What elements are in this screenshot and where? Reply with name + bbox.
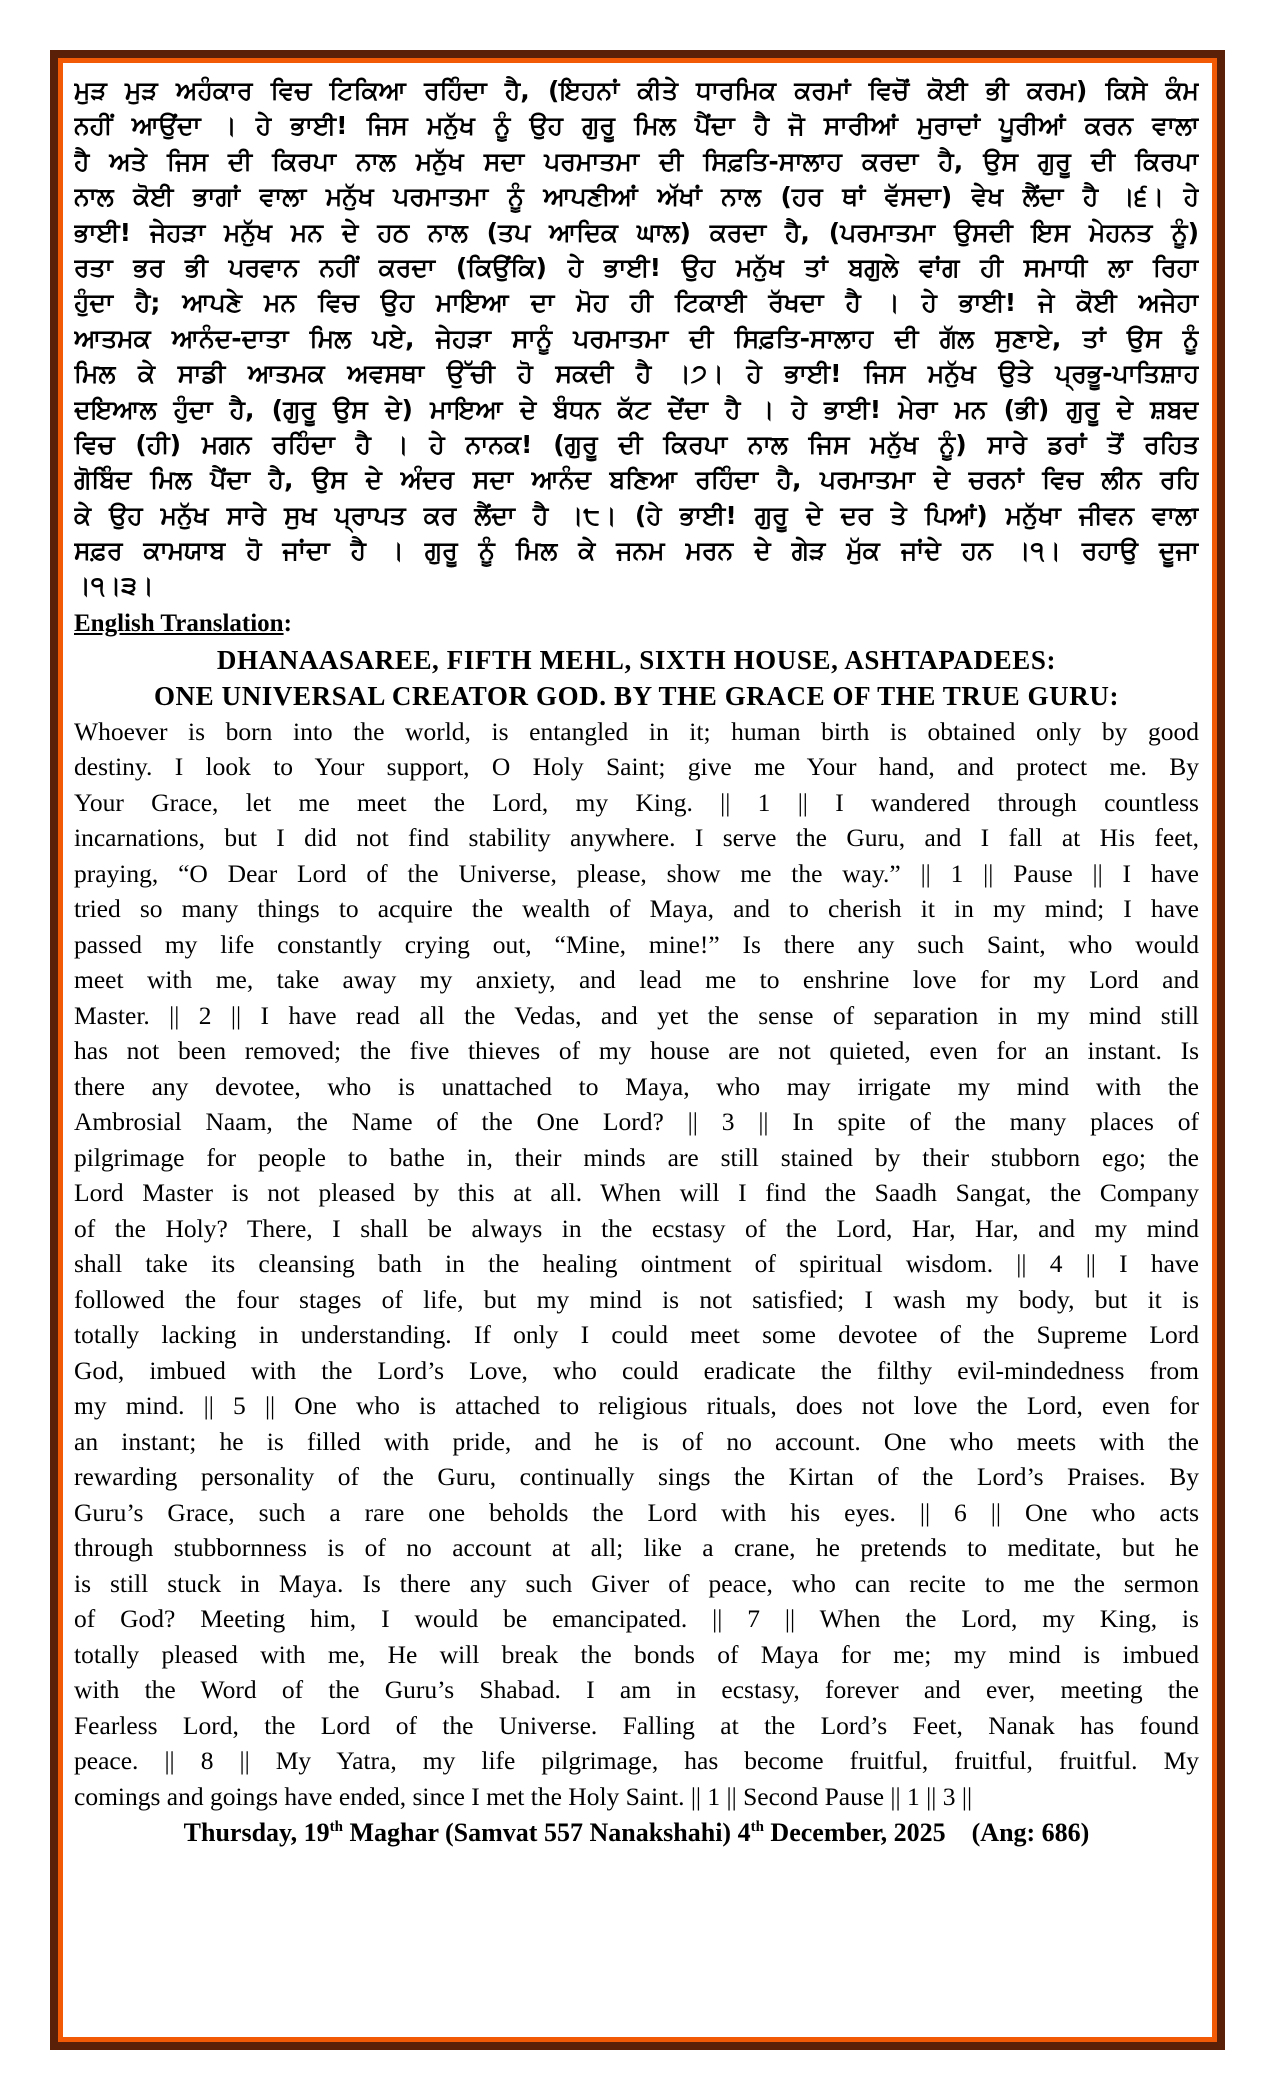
english-line: totally pleased with me, He will break the bonds of Maya for me; my mind is imbued: [74, 1639, 1199, 1669]
english-line: Your Grace, let me meet the Lord, my King. || 1 || I wandered through countless: [74, 787, 1199, 817]
footer-gregorian-date-ang: December, 2025 (Ang: 686): [763, 1818, 1090, 1848]
page-border-inner: [58, 58, 1217, 2042]
english-line: is still stuck in Maya. Is there any such Giver of peace, who can recite to me the sermon: [74, 1568, 1199, 1598]
english-line: has not been removed; the five thieves of my house are not quieted, even for an instant. Is: [74, 1036, 1199, 1066]
shabad-heading-raag: DHANAASAREE, FIFTH MEHL, SIXTH HOUSE, ASHTAPADEES:: [216, 644, 1057, 675]
footer-date-ordinal: th: [750, 1819, 764, 1836]
punjabi-line: ਦਇਆਲ ਹੁੰਦਾ ਹੈ, (ਗੁਰੂ ਉਸ ਦੇ) ਮਾਇਆ ਦੇ ਬੰਧਨ ਕੱਟ ਦੇਂਦਾ ਹੈ । ਹੇ ਭਾਈ! ਮੇਰਾ ਮਨ (ਭੀ) ਗੁਰੂ ਦੇ ਸ਼ਬਦ: [74, 394, 1199, 424]
footer-nanakshahi-date: Maghar (Samvat 557 Nanakshahi) 4: [342, 1818, 751, 1848]
english-line: incarnations, but I did not find stability anywhere. I serve the Guru, and I fall at His feet,: [74, 823, 1199, 853]
punjabi-line: ਨਾਲ ਕੋਈ ਭਾਗਾਂ ਵਾਲਾ ਮਨੁੱਖ ਪਰਮਾਤਮਾ ਨੂੰ ਆਪਣੀਆਂ ਅੱਖਾਂ ਨਾਲ (ਹਰ ਥਾਂ ਵੱਸਦਾ) ਵੇਖ ਲੈਂਦਾ ਹੈ ।੬। ਹੇ: [74, 182, 1199, 212]
page-border-outer: [50, 50, 1225, 2050]
punjabi-line: ਭਾਈ! ਜੇਹੜਾ ਮਨੁੱਖ ਮਨ ਦੇ ਹਠ ਨਾਲ (ਤਪ ਆਦਿਕ ਘਾਲ) ਕਰਦਾ ਹੈ, (ਪਰਮਾਤਮਾ ਉਸਦੀ ਇਸ ਮੇਹਨਤ ਨੂੰ): [74, 217, 1199, 247]
english-line: peace. || 8 || My Yatra, my life pilgrimage, has become fruitful, fruitful, fruitful. My: [74, 1746, 1199, 1776]
punjabi-line: ਗੋਬਿੰਦ ਮਿਲ ਪੈਂਦਾ ਹੈ, ਉਸ ਦੇ ਅੰਦਰ ਸਦਾ ਆਨੰਦ ਬਣਿਆ ਰਹਿੰਦਾ ਹੈ, ਪਰਮਾਤਮਾ ਦੇ ਚਰਨਾਂ ਵਿਚ ਲੀਨ ਰਹਿ: [74, 465, 1199, 495]
english-line: with the Word of the Guru’s Shabad. I am in ecstasy, forever and ever, meeting the: [74, 1675, 1199, 1705]
document-page: [63, 63, 1212, 2037]
punjabi-commentary: [74, 73, 1199, 604]
punjabi-line: ਨਹੀਂ ਆਉਂਦਾ । ਹੇ ਭਾਈ! ਜਿਸ ਮਨੁੱਖ ਨੂੰ ਉਹ ਗੁਰੂ ਮਿਲ ਪੈਂਦਾ ਹੈ ਜੋ ਸਾਰੀਆਂ ਮੁਰਾਦਾਂ ਪੂਰੀਆਂ ਕਰਨ ਵਾਲਾ: [74, 111, 1199, 141]
english-translation-label: [74, 606, 1199, 642]
punjabi-line: ਹੈ ਅਤੇ ਜਿਸ ਦੀ ਕਿਰਪਾ ਨਾਲ ਮਨੁੱਖ ਸਦਾ ਪਰਮਾਤਮਾ ਦੀ ਸਿਫ਼ਤਿ-ਸਾਲਾਹ ਕਰਦਾ ਹੈ, ਉਸ ਗੁਰੂ ਦੀ ਕਿਰਪਾ: [74, 146, 1199, 176]
punjabi-line: ਰਤਾ ਭਰ ਭੀ ਪਰਵਾਨ ਨਹੀਂ ਕਰਦਾ (ਕਿਉਂਕਿ) ਹੇ ਭਾਈ! ਉਹ ਮਨੁੱਖ ਤਾਂ ਬਗੁਲੇ ਵਾਂਗ ਹੀ ਸਮਾਧੀ ਲਾ ਰਿਹਾ: [74, 252, 1199, 282]
english-line: my mind. || 5 || One who is attached to religious rituals, does not love the Lord, even for: [74, 1391, 1199, 1421]
english-line: tried so many things to acquire the wealth of Maya, and to cherish it in my mind; I have: [74, 894, 1199, 924]
english-line: of God? Meeting him, I would be emancipated. || 7 || When the Lord, my King, is: [74, 1604, 1199, 1634]
english-line: Lord Master is not pleased by this at all. When will I find the Saadh Sangat, the Company: [74, 1178, 1199, 1208]
english-line: followed the four stages of life, but my mind is not satisfied; I wash my body, but it is: [74, 1284, 1199, 1314]
english-line: through stubbornness is of no account at all; like a crane, he pretends to meditate, but he: [74, 1533, 1199, 1563]
punjabi-line: ਹੁੰਦਾ ਹੈ; ਆਪਣੇ ਮਨ ਵਿਚ ਉਹ ਮਾਇਆ ਦਾ ਮੋਹ ਹੀ ਟਿਕਾਈ ਰੱਖਦਾ ਹੈ । ਹੇ ਭਾਈ! ਜੇ ਕੋਈ ਅਜੇਹਾ: [74, 288, 1199, 318]
english-line: God, imbued with the Lord’s Love, who could eradicate the filthy evil-mindedness from: [74, 1355, 1199, 1385]
english-line: passed my life constantly crying out, “Mine, mine!” Is there any such Saint, who would: [74, 929, 1199, 959]
footer-weekday-day: Thursday, 19: [183, 1818, 330, 1848]
punjabi-line: ਮੁੜ ਮੁੜ ਅਹੰਕਾਰ ਵਿਚ ਟਿਕਿਆ ਰਹਿੰਦਾ ਹੈ, (ਇਹਨਾਂ ਕੀਤੇ ਧਾਰਮਿਕ ਕਰਮਾਂ ਵਿਚੋਂ ਕੋਈ ਭੀ ਕਰਮ) ਕਿਸੇ ਕੰਮ: [74, 76, 1199, 105]
english-line: Ambrosial Naam, the Name of the One Lord? || 3 || In spite of the many places of: [74, 1107, 1199, 1137]
english-line: rewarding personality of the Guru, continually sings the Kirtan of the Lord’s Praises. By: [74, 1462, 1199, 1492]
english-line: Master. || 2 || I have read all the Vedas, and yet the sense of separation in my mind still: [74, 1000, 1199, 1030]
english-line: there any devotee, who is unattached to Maya, who may irrigate my mind with the: [74, 1071, 1199, 1101]
english-translation-body: [74, 714, 1199, 1815]
label-colon: :: [283, 609, 292, 637]
english-line: Fearless Lord, the Lord of the Universe. Falling at the Lord’s Feet, Nanak has found: [74, 1710, 1199, 1740]
english-line: shall take its cleansing bath in the healing ointment of spiritual wisdom. || 4 || I have: [74, 1249, 1199, 1279]
punjabi-line: ਆਤਮਕ ਆਨੰਦ-ਦਾਤਾ ਮਿਲ ਪਏ, ਜੇਹੜਾ ਸਾਨੂੰ ਪਰਮਾਤਮਾ ਦੀ ਸਿਫ਼ਤਿ-ਸਾਲਾਹ ਦੀ ਗੱਲ ਸੁਣਾਏ, ਤਾਂ ਉਸ ਨੂੰ: [74, 323, 1199, 353]
punjabi-line: ।੧।੩।: [74, 571, 154, 601]
punjabi-line: ਮਿਲ ਕੇ ਸਾਡੀ ਆਤਮਕ ਅਵਸਥਾ ਉੱਚੀ ਹੋ ਸਕਦੀ ਹੈ ।੭। ਹੇ ਭਾਈ! ਜਿਸ ਮਨੁੱਖ ਉਤੇ ਪ੍ਰਭੂ-ਪਾਤਿਸ਼ਾਹ: [74, 359, 1199, 389]
english-line: an instant; he is filled with pride, and he is of no account. One who meets with the: [74, 1426, 1199, 1456]
english-line: comings and goings have ended, since I met the Holy Saint. || 1 || Second Pause || 1 || 3 ||: [74, 1781, 973, 1811]
document-content: [74, 73, 1199, 1852]
shabad-heading-mool-mantar: ONE UNIVERSAL CREATOR GOD. BY THE GRACE OF THE TRUE GURU:: [153, 680, 1120, 711]
english-line: of the Holy? There, I shall be always in the ecstasy of the Lord, Har, Har, and my mind: [74, 1213, 1199, 1243]
footer-day-ordinal: th: [329, 1819, 343, 1836]
english-line: pilgrimage for people to bathe in, their minds are still stained by their stubborn ego; the: [74, 1142, 1199, 1172]
english-line: destiny. I look to Your support, O Holy Saint; give me Your hand, and protect me. By: [74, 752, 1199, 782]
date-footer: [74, 1814, 1199, 1852]
english-line: Guru’s Grace, such a rare one beholds the Lord with his eyes. || 6 || One who acts: [74, 1497, 1199, 1527]
punjabi-line: ਸਫ਼ਰ ਕਾਮਯਾਬ ਹੋ ਜਾਂਦਾ ਹੈ । ਗੁਰੂ ਨੂੰ ਮਿਲ ਕੇ ਜਨਮ ਮਰਨ ਦੇ ਗੇੜ ਮੁੱਕ ਜਾਂਦੇ ਹਨ ।੧। ਰਹਾਉ ਦੂਜਾ: [74, 536, 1199, 566]
english-line: meet with me, take away my anxiety, and lead me to enshrine love for my Lord and: [74, 965, 1199, 995]
english-line: praying, “O Dear Lord of the Universe, please, show me the way.” || 1 || Pause || I have: [74, 858, 1199, 888]
english-line: Whoever is born into the world, is entangled in it; human birth is obtained only by good: [74, 716, 1199, 746]
punjabi-line: ਕੇ ਉਹ ਮਨੁੱਖ ਸਾਰੇ ਸੁਖ ਪ੍ਰਾਪਤ ਕਰ ਲੈਂਦਾ ਹੈ ।੮। (ਹੇ ਭਾਈ! ਗੁਰੂ ਦੇ ਦਰ ਤੇ ਪਿਆਂ) ਮਨੁੱਖਾ ਜੀਵਨ ਵਾਲਾ: [74, 500, 1199, 530]
punjabi-line: ਵਿਚ (ਹੀ) ਮਗਨ ਰਹਿੰਦਾ ਹੈ । ਹੇ ਨਾਨਕ! (ਗੁਰੂ ਦੀ ਕਿਰਪਾ ਨਾਲ ਜਿਸ ਮਨੁੱਖ ਨੂੰ) ਸਾਰੇ ਡਰਾਂ ਤੋਂ ਰਹਿਤ: [74, 429, 1199, 459]
english-translation-label-text: English Translation: [74, 609, 284, 637]
english-line: totally lacking in understanding. If only I could meet some devotee of the Supreme Lord: [74, 1320, 1199, 1350]
